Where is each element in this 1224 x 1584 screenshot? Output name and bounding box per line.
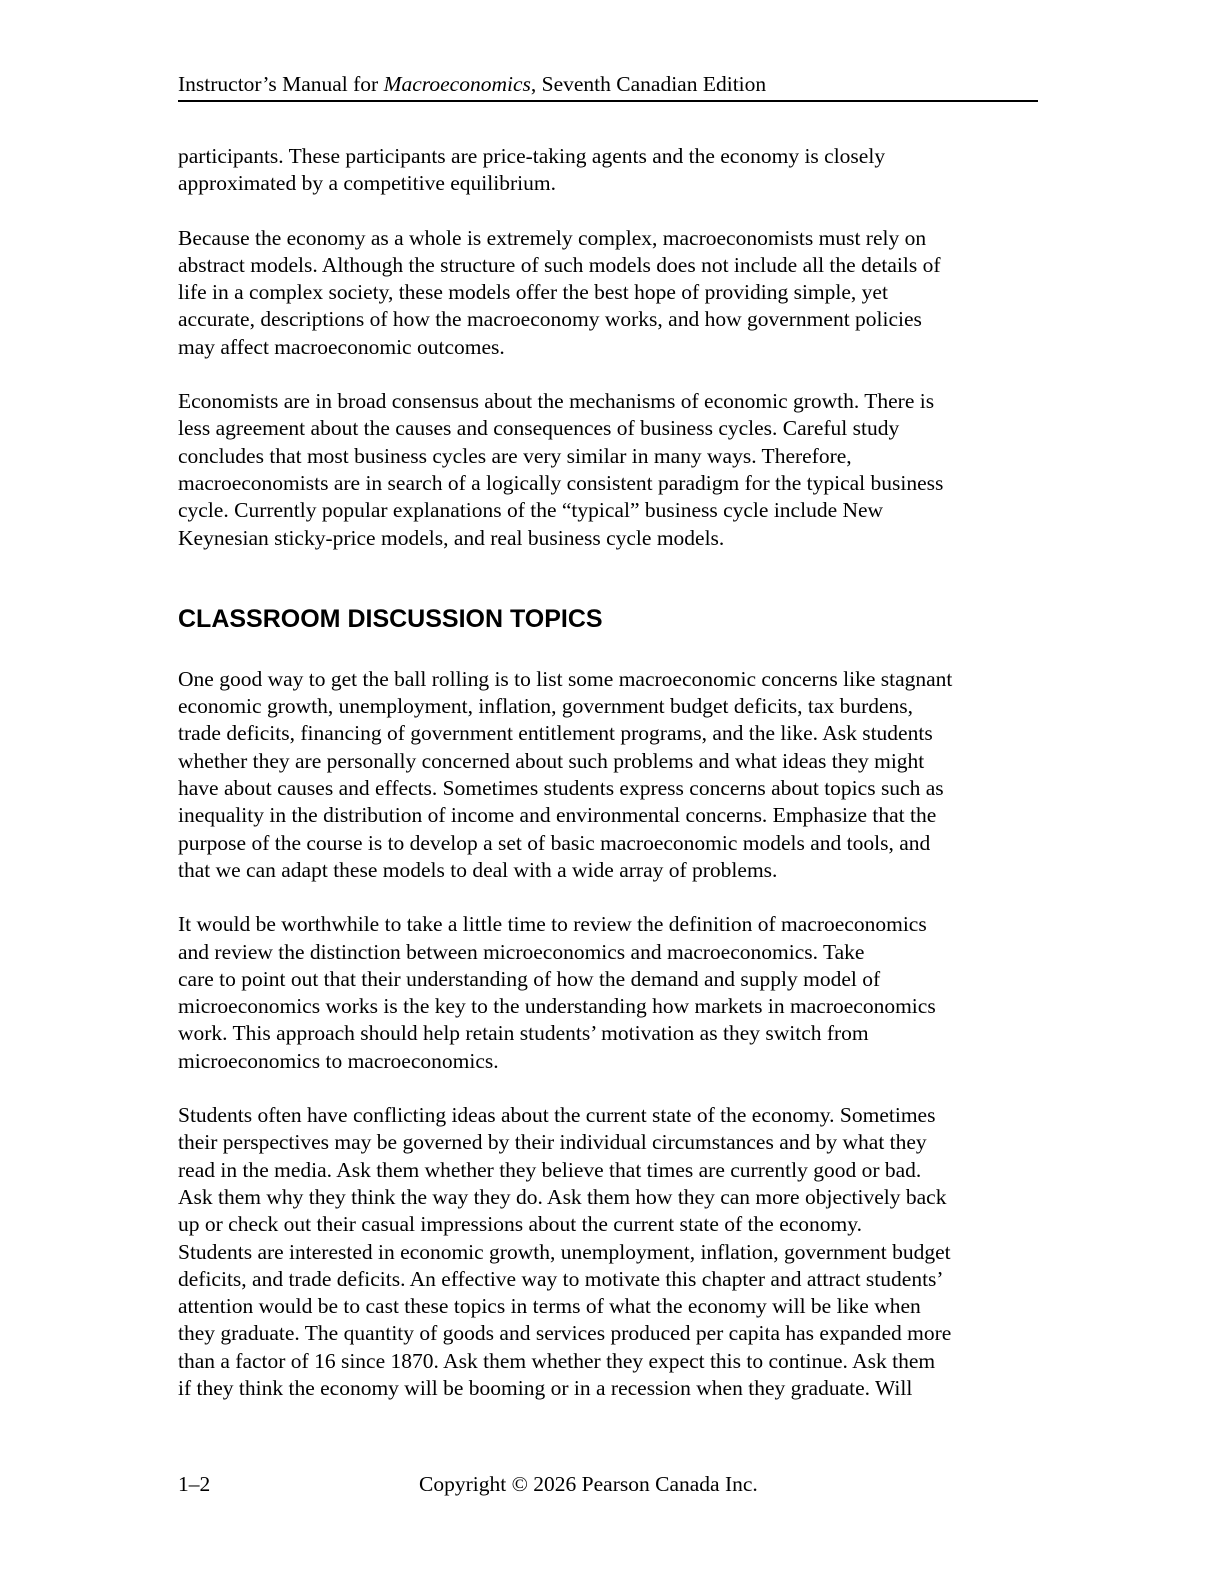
text-line: they graduate. The quantity of goods and services produced per capita has expanded more <box>178 1321 952 1346</box>
discussion-section <box>178 666 1058 1402</box>
copyright-notice: Copyright © 2026 Pearson Canada Inc. <box>419 1472 758 1496</box>
text-line: up or check out their casual impressions about the current state of the economy. <box>178 1212 863 1237</box>
header-prefix: Instructor’s Manual for <box>178 72 384 96</box>
text-line: read in the media. Ask them whether they believe that times are currently good or bad. <box>178 1157 922 1182</box>
text-line: economic growth, unemployment, inflation, government budget deficits, tax burdens, <box>178 694 914 719</box>
page-footer <box>178 1470 1038 1500</box>
text-line: Ask them why they think the way they do. Ask them how they can more objectively back <box>178 1184 947 1209</box>
text-line: One good way to get the ball rolling is to list some macroeconomic concerns like stagnant <box>178 666 953 691</box>
text-line: participants. These participants are price-taking agents and the economy is closely <box>178 144 886 168</box>
text-line: care to point out that their understanding of how the demand and supply model of <box>178 966 881 991</box>
header-book-title: Macroeconomics <box>383 72 531 96</box>
text-line: inequality in the distribution of income and environmental concerns. Emphasize that the <box>178 803 937 828</box>
text-line: may affect macroeconomic outcomes. <box>178 334 505 359</box>
text-line: approximated by a competitive equilibrium. <box>178 171 556 196</box>
section-heading: CLASSROOM DISCUSSION TOPICS <box>178 604 603 633</box>
body-paragraph <box>178 911 1058 1075</box>
text-line: accurate, descriptions of how the macroeconomy works, and how government policies <box>178 307 922 332</box>
text-line: abstract models. Although the structure of such models does not include all the details of <box>178 252 941 277</box>
text-line: microeconomics to macroeconomics. <box>178 1048 499 1073</box>
intro-section <box>178 143 1058 552</box>
text-line: microeconomics works is the key to the understanding how markets in macroeconomics <box>178 994 936 1019</box>
text-line: deficits, and trade deficits. An effective way to motivate this chapter and attract students’ <box>178 1266 944 1291</box>
body-paragraph <box>178 388 1058 552</box>
text-line: attention would be to cast these topics in terms of what the economy will be like when <box>178 1294 921 1319</box>
text-line: if they think the economy will be booming or in a recession when they graduate. Will <box>178 1375 913 1400</box>
text-line: Keynesian sticky-price models, and real business cycle models. <box>178 525 725 550</box>
text-line: less agreement about the causes and consequences of business cycles. Careful study <box>178 416 900 441</box>
text-line: Students are interested in economic growth, unemployment, inflation, government budget <box>178 1239 951 1264</box>
page-content <box>178 143 1058 1429</box>
text-line: Students often have conflicting ideas about the current state of the economy. Sometimes <box>178 1103 936 1128</box>
body-paragraph <box>178 225 1058 361</box>
text-line: whether they are personally concerned about such problems and what ideas they might <box>178 748 925 773</box>
text-line: have about causes and effects. Sometimes students express concerns about topics such as <box>178 776 944 801</box>
body-paragraph <box>178 143 1058 198</box>
text-line: cycle. Currently popular explanations of the “typical” business cycle include New <box>178 498 884 523</box>
text-line: Economists are in broad consensus about the mechanisms of economic growth. There is <box>178 389 935 414</box>
header-suffix: , Seventh Canadian Edition <box>530 72 767 96</box>
text-line: trade deficits, financing of government entitlement programs, and the like. Ask students <box>178 721 933 746</box>
text-line: than a factor of 16 since 1870. Ask them whether they expect this to continue. Ask them <box>178 1348 936 1373</box>
text-line: life in a complex society, these models offer the best hope of providing simple, yet <box>178 280 888 305</box>
text-line: purpose of the course is to develop a set of basic macroeconomic models and tools, and <box>178 830 931 855</box>
text-line: their perspectives may be governed by their individual circumstances and by what they <box>178 1130 927 1155</box>
text-line: It would be worthwhile to take a little time to review the definition of macroeconomics <box>178 912 927 937</box>
page-number: 1–2 <box>178 1472 211 1496</box>
body-paragraph <box>178 1102 1058 1402</box>
text-line: macroeconomists are in search of a logically consistent paradigm for the typical business <box>178 470 944 495</box>
body-paragraph <box>178 666 1058 884</box>
page-header <box>178 70 1038 102</box>
text-line: and review the distinction between microeconomics and macroeconomics. Take <box>178 939 865 964</box>
text-line: that we can adapt these models to deal with a wide array of problems. <box>178 857 778 882</box>
text-line: Because the economy as a whole is extremely complex, macroeconomists must rely on <box>178 225 927 250</box>
text-line: work. This approach should help retain students’ motivation as they switch from <box>178 1021 869 1046</box>
text-line: concludes that most business cycles are very similar in many ways. Therefore, <box>178 443 852 468</box>
